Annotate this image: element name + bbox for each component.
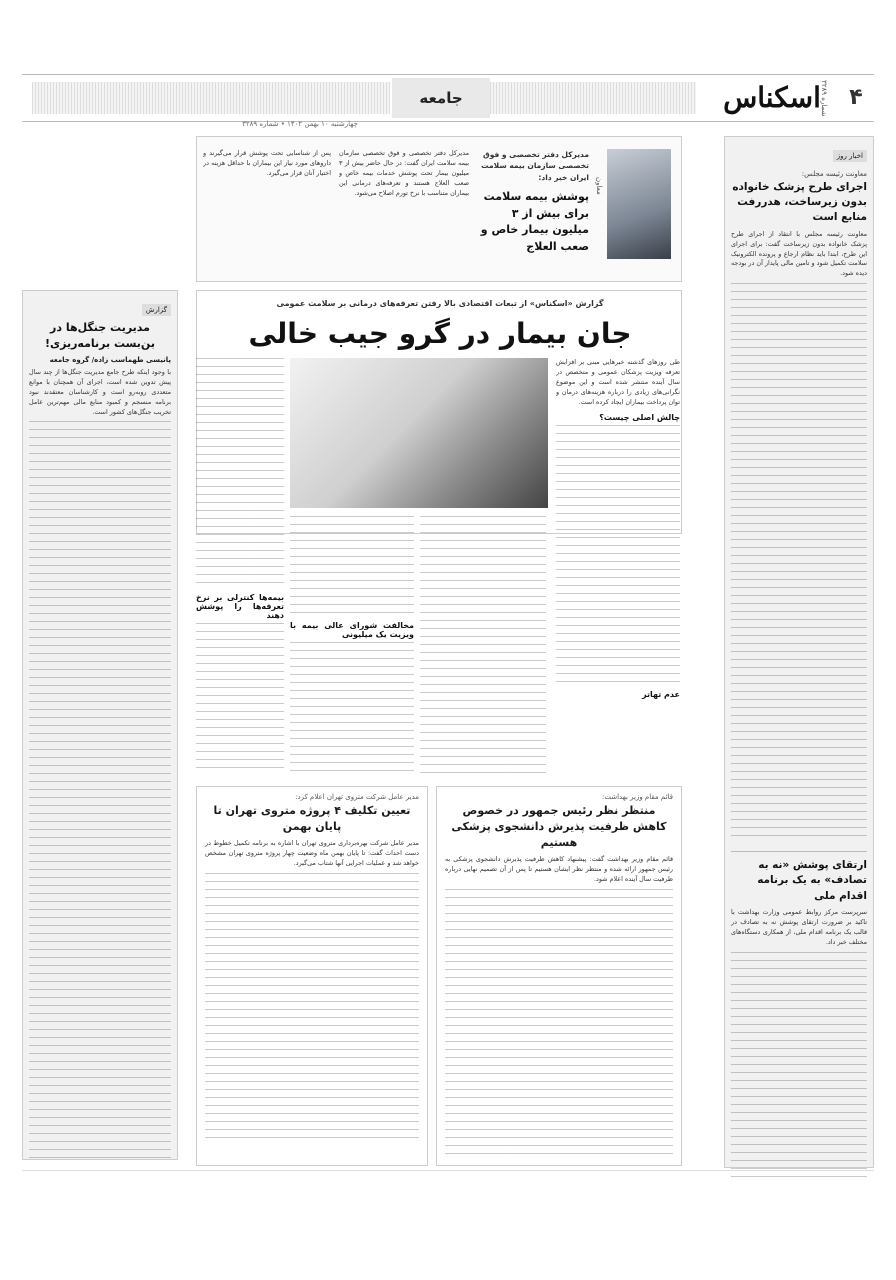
news-headline: اجرای طرح پزشک خانواده بدون زیرساخت، هدررفت منابع است — [732, 181, 867, 224]
main-body-col1 — [556, 358, 680, 778]
col4-filler-a — [196, 358, 284, 588]
main-body: طی روزهای گذشته خبرهایی مبنی بر افزایش تعرفه ویزیت پزشکان عمومی و متخصص در سال آینده منتشر شده است و این موضوع نگرانی‌های زیادی را درباره هزینه‌های درمان و توان پرداخت بیماران ایجاد کرده است. — [556, 358, 680, 406]
interview-title: پوشش بیمه سلامت برای بیش از ۳ میلیون بیمار خاص و صعب العلاج — [480, 190, 589, 253]
section-title: جامعه — [392, 78, 490, 118]
medical-body-filler — [445, 889, 673, 1159]
main-body-col2 — [420, 516, 546, 776]
main-subhead-2: عدم تهاتر — [641, 689, 680, 699]
col3-filler-a — [290, 516, 414, 616]
main-subhead-1: چالش اصلی چیست؟ — [599, 412, 680, 422]
metro-body: مدیر عامل شرکت بهره‌برداری متروی تهران با اشاره به برنامه تکمیل خطوط در دست احداث گفت: تا پایان بهمن ماه وضعیت چهار پروژه متروی تهران مشخص خواهد شد و عملیات اجرایی آنها شتاب می‌گیرد. — [205, 838, 419, 867]
medical-title: منتظر نظر رئیس جمهور در خصوص کاهش ظرفیت پذیرش دانشجوی پزشکی هستیم — [451, 804, 667, 849]
side-label: معاون — [595, 177, 603, 195]
col3-filler-b — [290, 642, 414, 772]
main-body-col3 — [290, 516, 414, 776]
main-body-col4 — [196, 358, 284, 778]
report-title: مدیریت جنگل‌ها در بن‌بست برنامه‌ریزی! — [45, 321, 155, 350]
dateline: چهارشنبه ۱۰ بهمن ۱۴۰۲ • شماره ۳۲۸۹ — [242, 120, 358, 128]
metro-body-filler — [205, 873, 419, 1143]
header-ornament-left — [32, 82, 390, 114]
column-tag: اخبار روز — [833, 150, 867, 162]
page-number: ۴ — [849, 85, 863, 110]
interview-box — [196, 136, 682, 282]
medical-students-news-box — [436, 786, 682, 1166]
interview-body-b: پس از شناسایی تحت پوشش قرار می‌گیرند و داروهای مورد نیاز این بیماران با حداقل هزینه در اختیار آنان قرار می‌گیرد. — [203, 149, 331, 177]
report-body: با وجود اینکه طرح جامع مدیریت جنگل‌ها از چند سال پیش تدوین شده است، اجرای آن همچنان با موانع متعددی روبه‌رو است و کارشناسان معتقدند نبود برنامه منسجم و کمبود منابع مالی مهم‌ترین عامل تخریب جنگل‌های کشور است. — [29, 367, 171, 416]
left-report-column — [22, 290, 178, 1160]
news-body-filler — [731, 283, 867, 843]
news-body: معاونت رئیسه مجلس با انتقاد از اجرای طرح پزشک خانواده بدون زیرساخت گفت: برای اجرای این طرح، ابتدا باید نظام ارجاع و پرونده الکترونیک سلامت تکمیل شود و تامین مالی پایدار آن در بودجه دیده شود. — [731, 229, 867, 278]
medical-kicker: قائم مقام وزیر بهداشت: — [602, 793, 673, 801]
official-photo — [607, 149, 671, 259]
main-subhead-3: مخالفت شورای عالی بیمه با ویزیت یک میلیونی — [290, 621, 414, 639]
article-photo-stethoscope — [290, 358, 548, 508]
right-news-column — [724, 136, 874, 1168]
page-footer-rule — [22, 1170, 874, 1171]
metro-title: تعیین تکلیف ۴ پروژه متروی تهران تا پایان بهمن — [213, 804, 411, 833]
metro-kicker: مدیر عامل شرکت متروی تهران اعلام کرد: — [295, 793, 419, 801]
main-title: جان بیمار در گرو جیب خالی — [248, 317, 632, 350]
news-headline-2: ارتقای پوشش «نه به تصادف» به یک برنامه اقدام ملی — [731, 851, 867, 904]
metro-news-box — [196, 786, 428, 1166]
newspaper-logo — [712, 78, 832, 118]
news-body-2: سرپرست مرکز روابط عمومی وزارت بهداشت با تاکید بر ضرورت ارتقای پوشش نه به تصادف در قالب یک برنامه اقدام ملی، از همکاری دستگاه‌های مختلف خبر داد. — [731, 907, 867, 946]
interview-body: مدیرکل دفتر تخصصی و فوق تخصصی سازمان بیمه سلامت ایران گفت: در حال حاضر بیش از ۳ میلیون بیمار تحت پوشش خدمات بیمه خاص و صعب العلاج هستند و تعرفه‌های درمانی این بیماران متناسب با نرخ تورم اصلاح می‌شود. — [339, 149, 469, 197]
col4-filler-b — [196, 623, 284, 773]
main-subhead-4: بیمه‌ها کنترلی بر نرخ تعرفه‌ها را پوشش دهند — [196, 593, 284, 620]
interview-kicker: مدیرکل دفتر تخصصی و فوق تخصصی سازمان بیمه سلامت ایران خبر داد: — [481, 150, 589, 182]
news-body-2-filler — [731, 952, 867, 1182]
report-byline: پانیسی طهماسب زاده/ گروه جامعه — [49, 355, 171, 364]
logo-text: اسکناس — [723, 81, 821, 114]
column-tag-left: گزارش — [142, 304, 171, 316]
news-kicker: معاونت رئیسه مجلس: — [801, 170, 867, 178]
main-body-col1-filler — [556, 425, 680, 685]
report-body-filler — [29, 421, 171, 1161]
main-kicker: گزارش «اسکناس» از تبعات اقتصادی بالا رفتن تعرفه‌های درمانی بر سلامت عمومی — [276, 299, 604, 308]
medical-body: قائم مقام وزیر بهداشت گفت: پیشنهاد کاهش ظرفیت پذیرش دانشجوی پزشکی به رئیس جمهور ارائه شده و منتظر نظر ایشان هستیم تا پس از آن تصمیم نهایی درباره ظرفیت سال آینده اعلام شود. — [445, 854, 673, 883]
logo-tag: شماره ۳۲۸۹ — [820, 80, 828, 117]
